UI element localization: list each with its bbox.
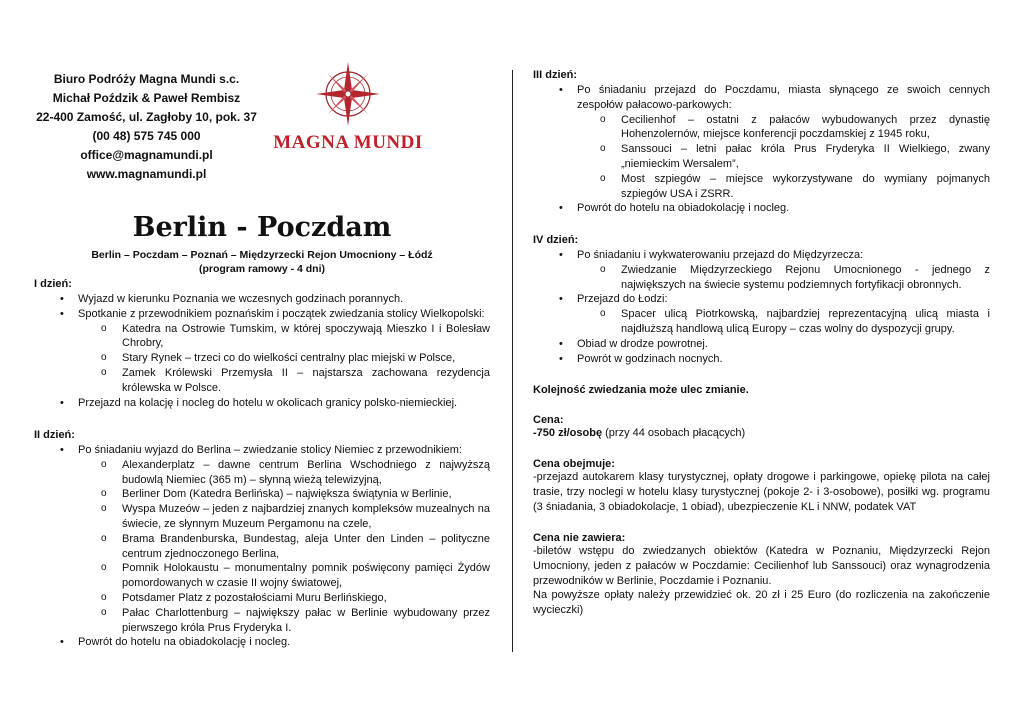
- column-divider: [512, 70, 513, 652]
- list-item: • Przejazd na kolację i nocleg do hotelu w okolicach granicy polsko-niemieckiej.: [78, 396, 490, 411]
- excludes-text: -biletów wstępu do zwiedzanych obiektów (Katedra w Poznaniu, Międzyrzecki Rejon Umocniony, jeden z pałaców w Poczdamie: Cecilienhof lub Sanssouci) oraz wynagrodzenia przewodników w Berlinie, Poczdamie i Poznaniu.: [533, 545, 990, 587]
- route-subtitle: [34, 248, 490, 276]
- list-item: o Potsdamer Platz z pozostałościami Muru Berlińskiego,: [122, 591, 490, 606]
- list-item: o Sanssouci – letni pałac króla Prus Fryderyka II Wielkiego, zwany „niemieckim Wersalem”,: [621, 142, 990, 172]
- agency-name: Biuro Podróży Magna Mundi s.c.: [53, 72, 240, 86]
- list-item: o Most szpiegów – miejsce wykorzystywane do wymiany pojmanych szpiegów USA i ZSRR.: [621, 172, 990, 202]
- list-item-text: Po śniadaniu wyjazd do Berlina – zwiedzanie stolicy Niemiec z przewodnikiem:: [78, 444, 462, 456]
- day-4-list: [533, 248, 990, 366]
- list-item-text: Po śniadaniu i wykwaterowaniu przejazd do Międzyrzecza:: [577, 249, 864, 261]
- includes-section: [533, 458, 990, 514]
- list-item: o Katedra na Ostrowie Tumskim, w której spoczywają Mieszko I i Bolesław Chrobry,: [122, 322, 490, 352]
- list-item: o Stary Rynek – trzeci co do wielkości centralny plac miejski w Polsce,: [122, 351, 490, 366]
- day-2-sublist: [78, 458, 490, 636]
- list-item: [577, 83, 990, 201]
- agency-address: 22-400 Zamość, ul. Zagłoby 10, pok. 37: [36, 110, 257, 124]
- includes-label: Cena obejmuje:: [533, 458, 615, 470]
- day-3-list: [533, 83, 990, 216]
- route: Berlin – Poczdam – Poznań – Międzyrzecki Rejon Umocniony – Łódź: [91, 249, 433, 261]
- list-item: o Zwiedzanie Międzyrzeckiego Rejonu Umocnionego - jednego z największych na świecie systemu podziemnych fortyfikacji obronnych.: [621, 263, 990, 293]
- list-item: o Zamek Królewski Przemysła II – najstarsza zachowana rezydencja królewska w Polsce.: [122, 366, 490, 396]
- excludes-extra: Na powyższe opłaty należy przewidzieć ok. 20 zł i 25 Euro (do rozliczenia na zakończenie wycieczki): [533, 589, 990, 617]
- list-item: • Wyjazd w kierunku Poznania we wczesnych godzinach porannych.: [78, 292, 490, 307]
- list-item: [577, 292, 990, 336]
- price-amount: -750 zł/osobę: [533, 427, 603, 439]
- page-title: Berlin - Poczdam: [132, 212, 392, 243]
- company-logo: [268, 60, 428, 160]
- day-3-title: III dzień:: [533, 69, 577, 81]
- day-3-sublist: [577, 113, 990, 202]
- price-line: [533, 426, 990, 441]
- includes-text: -przejazd autokarem klasy turystycznej, opłaty drogowe i parkingowe, opiekę pilota na całej trasie, trzy noclegi w hotelu klasy turystycznej (pokoje 2- i 3-osobowe), posiłki wg. programu (3 śniadania, 3 obiadokolacje, 1 obiad), ubezpieczenie KL i NNW, podatek VAT: [533, 471, 990, 513]
- agency-contact: [34, 70, 259, 184]
- agency-email: office@magnamundi.pl: [80, 148, 213, 162]
- list-item: • Obiad w drodze powrotnej.: [577, 337, 990, 352]
- list-item: o Pałac Charlottenburg – największy pałac w Berlinie wybudowany przez pierwszego króla Prus Fryderyka I.: [122, 606, 490, 636]
- list-item-text: Spotkanie z przewodnikiem poznańskim i początek zwiedzania stolicy Wielkopolski:: [78, 307, 485, 320]
- price-note: (przy 44 osobach płacących): [602, 427, 746, 439]
- day-1-sublist: [78, 322, 490, 396]
- list-item: o Pomnik Holokaustu – monumentalny pomnik poświęcony pamięci Żydów pomordowanych w czasie II wojny światowej,: [122, 561, 490, 591]
- day-4-sublist: [577, 263, 990, 293]
- itinerary-notice: Kolejność zwiedzania może ulec zmianie.: [533, 384, 749, 396]
- excludes-section: [533, 532, 990, 618]
- list-item: o Wyspa Muzeów – jeden z najbardziej znanych kompleksów muzealnych na świecie, ze słynnym Muzeum Pergamonu na czele,: [122, 502, 490, 532]
- list-item: o Brama Brandenburska, Bundestag, aleja Unter den Linden – polityczne centrum zjednoczonego Berlina,: [122, 532, 490, 562]
- day-2-section: [34, 428, 490, 650]
- day-2-list: [34, 443, 490, 650]
- list-item: [78, 307, 490, 396]
- list-item-text: Po śniadaniu przejazd do Poczdamu, miasta słynącego ze swoich cennych zespołów pałacowo-parkowych:: [577, 84, 990, 111]
- list-item: • Powrót do hotelu na obiadokolację i nocleg.: [577, 201, 990, 216]
- list-item-text: Przejazd do Łodzi:: [577, 293, 668, 306]
- list-item: • Powrót do hotelu na obiadokolację i nocleg.: [78, 635, 490, 650]
- list-item: [577, 248, 990, 292]
- program-length: (program ramowy - 4 dni): [198, 263, 325, 275]
- list-item: o Spacer ulicą Piotrkowską, najbardziej reprezentacyjną ulicą miasta i najdłuższą handlową ulicą Europy – czas wolny do dyspozycji grupy.: [621, 307, 990, 337]
- list-item: o Berliner Dom (Katedra Berlińska) – największa świątynia w Berlinie,: [122, 487, 490, 502]
- day-4-section: [533, 233, 990, 366]
- list-item: o Cecilienhof – ostatni z pałaców wybudowanych przez dynastię Hohenzolernów, miejsce konferencji poczdamskiej z 1945 roku,: [621, 113, 990, 143]
- day-3-section: [533, 68, 990, 216]
- day-4-sublist-2: [577, 307, 990, 337]
- compass-rose-icon: [268, 60, 428, 132]
- day-1-list: [34, 292, 490, 410]
- agency-website: www.magnamundi.pl: [86, 167, 207, 181]
- agency-phone: (00 48) 575 745 000: [92, 129, 201, 143]
- day-1-title: I dzień:: [34, 278, 72, 290]
- day-2-title: II dzień:: [34, 429, 75, 441]
- list-item: o Alexanderplatz – dawne centrum Berlina Wschodniego z najwyższą budowlą Niemiec (365 m) – słynną wieżą telewizyjną,: [122, 458, 490, 488]
- day-1-section: [34, 277, 490, 410]
- day-4-title: IV dzień:: [533, 234, 579, 246]
- price-label: Cena:: [533, 414, 564, 426]
- excludes-label: Cena nie zawiera:: [533, 532, 626, 544]
- agency-owners: Michał Poździk & Paweł Rembisz: [52, 91, 241, 105]
- price-section: [533, 414, 990, 441]
- list-item: • Powrót w godzinach nocnych.: [577, 352, 990, 367]
- logo-wordmark: MAGNA MUNDI: [273, 132, 423, 153]
- list-item: [78, 443, 490, 635]
